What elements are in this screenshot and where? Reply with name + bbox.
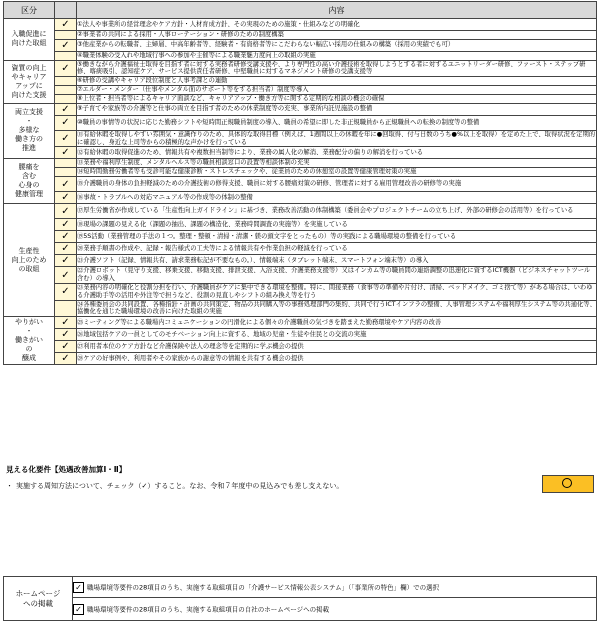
item-text: ⑳業務手順書の作成や、記録・報告様式の工夫等による情報共有や作業負担の軽減を行っている — [77, 243, 597, 255]
homepage-row — [4, 577, 597, 598]
table-row — [4, 231, 597, 243]
homepage-row — [4, 598, 597, 621]
check-cell[interactable] — [55, 60, 77, 77]
check-cell[interactable] — [55, 267, 77, 284]
header-check — [55, 2, 77, 19]
table-row — [4, 168, 597, 177]
table-row — [4, 341, 597, 353]
table-row — [4, 159, 597, 168]
table-row — [4, 300, 597, 317]
checkmark-icon: ✓ — [61, 147, 70, 159]
item-text: ②事業者の共同による採用・人事ローテーション・研修のための制度構築 — [77, 31, 597, 40]
table-header-row — [4, 2, 597, 19]
check-cell[interactable] — [55, 159, 77, 168]
item-text: ①法人や事業所の経営理念やケア方針・人材育成方針、その実現のための施策・仕組みなどの明確化 — [77, 19, 597, 31]
item-text: ⑱現場の課題の見える化（課題の抽出、課題の構造化、業務時間調査の実施等）を実施している — [77, 219, 597, 231]
check-cell[interactable] — [55, 115, 77, 130]
category-cell: 両立支援 ・ 多様な 働き方の 推進 — [4, 103, 55, 159]
check-cell[interactable] — [55, 51, 77, 60]
checkmark-icon: ✓ — [61, 231, 70, 243]
checkmark-icon: ✓ — [61, 317, 70, 329]
bullet: ・ — [6, 482, 13, 490]
item-text: ⑦エルダー・メンター（仕事やメンタル面のサポート等をする担当者）制度等導入 — [77, 85, 597, 94]
check-cell[interactable] — [55, 94, 77, 103]
table-row — [4, 243, 597, 255]
item-text: ㉓業務内容の明確化と役割分担を行い、介護職員がケアに集中できる環境を整備。特に、間接業務（食事等の準備や片付け、清掃、ベッドメイク、ゴミ捨て等）がある場合は、いわゆる介護助手等の活用や外注等で担うなど、役割の見直しやシフトの組み換え等を行う — [77, 283, 597, 300]
check-cell[interactable] — [55, 219, 77, 231]
table-row — [4, 39, 597, 51]
checkmark-icon: ✓ — [61, 286, 70, 298]
checkmark-icon: ✓ — [61, 103, 70, 115]
table-row — [4, 219, 597, 231]
checkmark-icon: ✓ — [61, 353, 70, 365]
item-text: ⑰厚生労働省が作成している「生産性向上ガイドライン」に基づき、業務改善活動の体制構築（委員会やプロジェクトチームの立ち上げ、外部の研修会の活用等）を行っている — [77, 204, 597, 219]
check-cell[interactable] — [55, 255, 77, 267]
table-row — [4, 204, 597, 219]
check-cell[interactable] — [55, 341, 77, 353]
header-category: 区分 — [4, 2, 55, 19]
homepage-item — [73, 598, 597, 621]
table-row — [4, 103, 597, 115]
checkmark-icon: ✓ — [61, 341, 70, 353]
check-cell[interactable] — [55, 176, 77, 191]
status-circle-box — [542, 475, 594, 493]
item-text: ㉗利用者本位のケア方針など介護保険や法人の理念等を定期的に学ぶ機会の提供 — [77, 341, 597, 353]
homepage-item — [73, 577, 597, 598]
visibility-note — [6, 481, 343, 491]
homepage-table — [3, 576, 597, 621]
checkmark-icon: ✓ — [61, 62, 70, 74]
item-text: ⑪有給休暇を取得しやすい雰囲気・意識作りのため、具体的な取得目標（例えば、1週間以上の休暇を年に●回取得、付与日数のうち●%以上を取得）を定めた上で、取得状況を定期的に確認し、身近な上司等からの積極的な声かけを行っている — [77, 130, 596, 146]
check-cell[interactable] — [55, 147, 77, 159]
check-cell[interactable] — [55, 317, 77, 329]
checkmark-icon: ✓ — [61, 178, 70, 190]
item-text: ⑬業務や福利厚生制度、メンタルヘルス等の職員相談窓口の設置等相談体制の充実 — [77, 159, 597, 168]
check-cell[interactable] — [55, 192, 77, 204]
item-text: ⑯事故・トラブルへの対応マニュアル等の作成等の体制の整備 — [77, 192, 597, 204]
checkmark-icon: ✓ — [61, 205, 70, 217]
checkmark-icon: ✓ — [61, 329, 70, 341]
check-cell[interactable] — [55, 353, 77, 365]
workplace-requirements-table — [3, 1, 597, 365]
item-text: ⑨子育てや家族等の介護等と仕事の両立を目指す者のための休業制度等の充実、事業所内託児施設の整備 — [77, 103, 597, 115]
table-row — [4, 317, 597, 329]
item-text: ④職業体験の受入れや地域行事への参加や主催等による職業魅力度向上の取組の実施 — [77, 51, 597, 60]
table-row — [4, 85, 597, 94]
check-cell[interactable] — [55, 31, 77, 40]
item-text: ⑮介護職員の身体の負担軽減のための介護技術の修得支援、職員に対する腰痛対策の研修、管理者に対する雇用管理改善の研修等の実施 — [77, 176, 597, 191]
category-cell: やりがい ・ 働きがい の 醸成 — [4, 317, 55, 365]
check-cell[interactable] — [55, 77, 77, 86]
check-cell[interactable] — [55, 19, 77, 31]
category-cell: 入職促進に 向けた取組 — [4, 19, 55, 61]
check-cell[interactable] — [55, 243, 77, 255]
homepage-category: ホームページ への掲載 — [4, 577, 73, 621]
checkbox[interactable]: ✓ — [73, 604, 84, 615]
item-text: ㉕ミーティング等による職場内コミュニケーションの円滑化による個々の介護職員の気づきを踏まえた勤務環境やケア内容の改善 — [77, 317, 597, 329]
check-cell[interactable] — [55, 39, 77, 51]
checkmark-icon: ✓ — [61, 243, 70, 255]
checkmark-icon: ✓ — [61, 219, 70, 231]
visibility-note-text: 実施する周知方法について、チェック（✓）すること。なお、令和７年度中の見込みでも差し支えない。 — [16, 482, 344, 490]
header-content: 内容 — [77, 2, 597, 19]
check-cell[interactable] — [55, 168, 77, 177]
table-row — [4, 77, 597, 86]
check-cell[interactable] — [55, 130, 77, 147]
table-row — [4, 31, 597, 40]
visibility-section-title: 見える化要件【処遇改善加算Ⅰ・Ⅱ】 — [6, 465, 127, 474]
table-row — [4, 176, 597, 191]
table-row — [4, 19, 597, 31]
check-cell[interactable] — [55, 85, 77, 94]
item-text: ㉑介護ソフト（記録、情報共有、請求業務転記が不要なもの。）、情報端末（タブレット端末、スマートフォン端末等）の導入 — [77, 255, 597, 267]
item-text: ⑲5S活動（業務管理の手法の１つ。整理・整頓・清掃・清潔・躾の頭文字をとったもの）等の実践による職場環境の整備を行っている — [77, 231, 597, 243]
table-row — [4, 60, 597, 77]
check-cell[interactable] — [55, 283, 77, 300]
table-row — [4, 94, 597, 103]
item-text: ㉖地域包括ケアの一員としてのモチベーション向上に資する、地域の児童・生徒や住民との交流の実施 — [77, 329, 597, 341]
table-row — [4, 353, 597, 365]
item-text: ㉘ケアの好事例や、利用者やその家族からの謝意等の情報を共有する機会の提供 — [77, 353, 597, 365]
item-text: ㉔各種委員会の共同設置、各種指針・計画の共同策定、物品の共同購入等の事務処理部門の集約、共同で行うICTインフラの整備、人事管理システムや福利厚生システム等の共通化等、協働化を通じた職場環境の改善に向けた取組の実施 — [77, 300, 596, 316]
table-row — [4, 255, 597, 267]
item-text: ⑩職員の事情等の状況に応じた勤務シフトや短時間正規職員制度の導入、職員の希望に即した非正規職員から正規職員への転換の制度等の整備 — [77, 115, 597, 130]
item-text: ⑭短時間勤務労働者等も受診可能な健康診断・ストレスチェックや、従業員のための休憩室の設置等健康管理対策の実施 — [77, 168, 597, 177]
item-text: ⑫有給休暇の取得促進のため、情報共有や複数担当制等により、業務の属人化の解消、業務配分の偏りの解消を行っている — [77, 147, 597, 159]
table-row — [4, 51, 597, 60]
category-cell: 生産性 向上のため の取組 — [4, 204, 55, 317]
table-row — [4, 130, 597, 147]
check-cell[interactable] — [55, 329, 77, 341]
checkmark-icon: ✓ — [61, 19, 70, 30]
table-row — [4, 267, 597, 284]
category-cell: 資質の向上 やキャリア アップに 向けた支援 — [4, 60, 55, 103]
item-text: ⑥研修の受講やキャリア段位制度と人事考課との連動 — [77, 77, 597, 86]
checkmark-icon: ✓ — [61, 117, 70, 129]
table-row — [4, 283, 597, 300]
check-cell[interactable] — [55, 103, 77, 115]
circle-icon — [562, 478, 572, 488]
table-row — [4, 329, 597, 341]
checkmark-icon: ✓ — [61, 133, 70, 145]
table-row — [4, 147, 597, 159]
item-text: ㉒介護ロボット（見守り支援、移乗支援、移動支援、排泄支援、入浴支援、介護業務支援等）又はインカム等の職員間の連絡調整の迅速化に資するICT機器（ビジネスチャットツール含む）の導入 — [77, 267, 597, 284]
category-cell: 腰痛を 含む 心身の 健康管理 — [4, 159, 55, 204]
checkmark-icon: ✓ — [61, 39, 70, 51]
item-text: ⑧上位者・担当者等によるキャリア面談など、キャリアアップ・働き方等に関する定期的な相談の機会の確保 — [77, 94, 597, 103]
table-row — [4, 115, 597, 130]
checkmark-icon: ✓ — [61, 255, 70, 267]
table-row — [4, 192, 597, 204]
check-cell[interactable] — [55, 231, 77, 243]
item-text: ③他産業からの転職者、主婦層、中高年齢者等、経験者・有資格者等にこだわらない幅広い採用の仕組みの構築（採用の実績でも可） — [77, 39, 597, 51]
item-text: ⑤働きながら介護福祉士取得を目指す者に対する実務者研修受講支援や、より専門性の高い介護技術を取得しようとする者に対するユニットリーダー研修、ファースト・ステップ研修、喀痰吸引、認知症ケア、サービス提供責任者研修、中堅職員に対するマネジメント研修の受講支援等 — [77, 60, 597, 77]
checkmark-icon: ✓ — [61, 192, 70, 204]
checkbox[interactable]: ✓ — [73, 582, 84, 593]
checkmark-icon: ✓ — [61, 269, 70, 281]
check-cell[interactable] — [55, 204, 77, 219]
homepage-item-text: 職場環境等要件の28項目のうち、実施する取組項目の自社のホームページへの掲載 — [87, 605, 330, 613]
homepage-item-text: 職場環境等要件の28項目のうち、実施する取組項目の「介護サービス情報公表システム」（「事業所の特色」欄）での選択 — [87, 583, 440, 591]
check-cell[interactable] — [55, 300, 77, 317]
